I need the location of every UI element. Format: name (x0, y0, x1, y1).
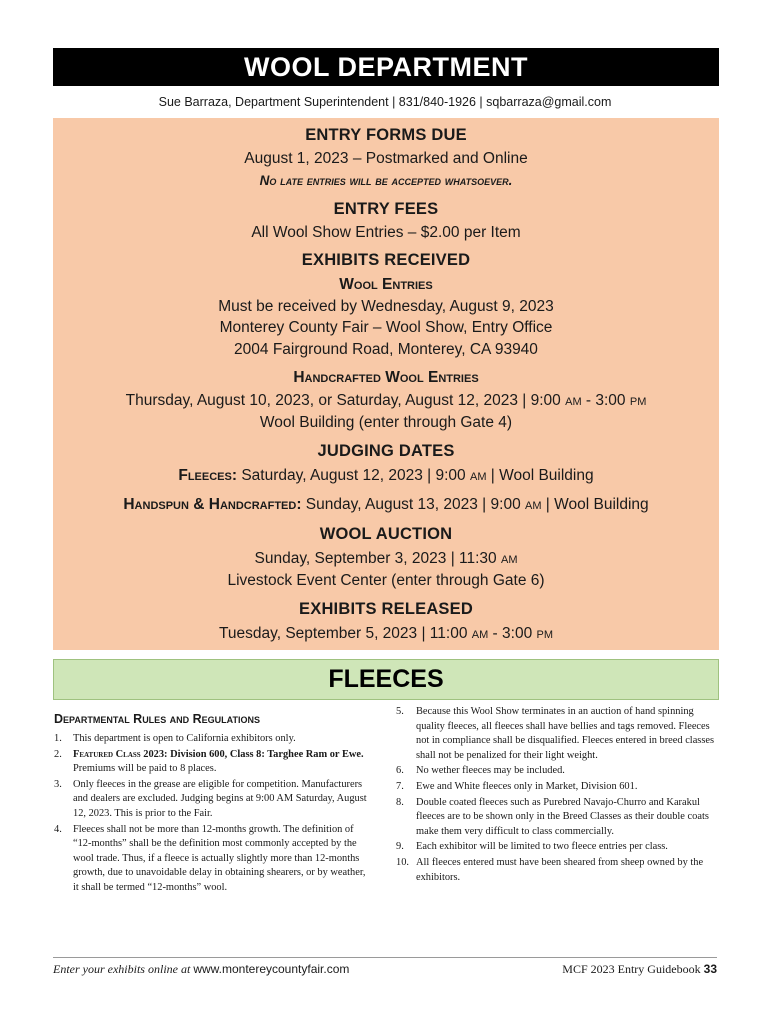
rule-text: All fleeces entered must have been sheared from sheep owned by the exhibitors. (416, 856, 704, 883)
rule-number: 9. (396, 841, 404, 853)
exhibits-released-am: am (471, 625, 489, 642)
rules-column-left (54, 712, 370, 897)
rule-text: Premiums will be paid to 8 places. (73, 763, 217, 775)
footer-guidebook-title: MCF 2023 Entry Guidebook (562, 962, 704, 976)
wool-entries-address: 2004 Fairground Road, Monterey, CA 93940 (234, 341, 538, 358)
handcrafted-pm: pm (629, 392, 647, 409)
rule-number: 1. (54, 733, 62, 744)
page-title: WOOL DEPARTMENT (53, 48, 719, 86)
rules-heading: Departmental Rules and Regulations (54, 712, 260, 726)
rule-text: Because this Wool Show terminates in an auction of hand spinning quality fleeces, all fleeces shall have bellies and tags removed. Fleeces not in compliance shall be disqualified. Fleeces entered in breed classes shall not be penalized for their light weight. (416, 706, 715, 761)
key-dates-box (53, 118, 719, 650)
rule-item (54, 778, 370, 822)
rule-item (396, 764, 716, 779)
footer-website-link[interactable]: www.montereycountyfair.com (193, 962, 350, 976)
exhibits-released-text: Tuesday, September 5, 2023 | 11:00 (218, 625, 472, 642)
rule-number: 3. (54, 778, 62, 790)
rule-text: Each exhibitor will be limited to two fleece entries per class. (416, 841, 668, 853)
rule-item (54, 748, 370, 777)
handcrafted-entries-title: Handcrafted Wool Entries (293, 369, 479, 386)
wool-auction-location: Livestock Event Center (enter through Gate 6) (227, 572, 545, 589)
footer-website-prompt: Enter your exhibits online at (53, 962, 194, 976)
rule-item (396, 796, 716, 840)
fleeces-judging-date: Saturday, August 12, 2023 | 9:00 (237, 467, 470, 484)
rule-number: 10. (396, 856, 409, 868)
rule-text: This department is open to California exhibitors only. (73, 733, 296, 744)
handcrafted-dash: - 3:00 (581, 392, 630, 409)
rule-item (396, 705, 716, 763)
wool-auction-heading: WOOL AUCTION (319, 525, 453, 543)
handcrafted-entries-dates (53, 392, 719, 410)
rule-text: No wether fleeces may be included. (416, 765, 565, 777)
rule-text: Only fleeces in the grease are eligible for competition. Manufacturers and dealers are excluded. Judging begins at 9:00 AM Saturday, August 12, 2023. This is prior to the Fair. (73, 778, 367, 819)
handcrafted-entries-location: Wool Building (enter through Gate 4) (259, 414, 513, 431)
fleeces-judging-label: Fleeces: (178, 467, 238, 484)
handcrafted-dates-text: Thursday, August 10, 2023, or Saturday, August 12, 2023 | 9:00 (125, 392, 566, 409)
footer-guidebook (562, 962, 717, 977)
late-entries-note: No late entries will be accepted whatsoever. (259, 173, 513, 188)
rule-number: 4. (54, 823, 62, 835)
entry-forms-date: August 1, 2023 – Postmarked and Online (244, 150, 528, 167)
wool-entries-title: Wool Entries (339, 276, 433, 293)
rule-number: 7. (396, 780, 404, 792)
exhibits-received-heading: EXHIBITS RECEIVED (301, 251, 471, 269)
handspun-judging-label: Handspun & Handcrafted: (123, 496, 302, 513)
fleeces-section-heading: FLEECES (53, 659, 719, 700)
wool-auction-am: am (500, 550, 518, 567)
rules-column-right (396, 705, 716, 886)
fleeces-judging-place: | Wool Building (486, 467, 594, 484)
handspun-judging-line (53, 496, 719, 514)
exhibits-released-date (53, 625, 719, 643)
featured-class-label: Featured Class 2023: (73, 748, 168, 760)
rule-item (396, 840, 716, 855)
exhibits-released-pm: pm (536, 625, 553, 642)
rule-text: Fleeces shall not be more than 12-months growth. The definition of “12-months” shall be the definition most commonly accepted by the wool trade. Thus, if a fleece is actually slightly more than 12-months growth, due to unavoidable delay in obtaining shearers, or by weather, it shall be termed “12-months” wool. (73, 823, 366, 893)
wool-entries-office: Monterey County Fair – Wool Show, Entry Office (219, 319, 553, 336)
rule-item (396, 780, 716, 795)
handspun-judging-am: am (525, 496, 542, 513)
wool-entries-deadline: Must be received by Wednesday, August 9, 2023 (218, 298, 554, 315)
wool-auction-date (53, 550, 719, 568)
entry-fees-line: All Wool Show Entries – $2.00 per Item (251, 224, 521, 241)
rule-text: Ewe and White fleeces only in Market, Division 601. (416, 780, 638, 792)
rule-number: 6. (396, 765, 404, 777)
fleeces-judging-am: am (469, 467, 487, 484)
exhibits-released-dash: - 3:00 (488, 625, 537, 642)
judging-dates-heading: JUDGING DATES (317, 442, 455, 460)
rule-number: 2. (54, 748, 62, 760)
superintendent-contact: Sue Barraza, Department Superintendent | 831/840-1926 | sqbarraza@gmail.com (158, 95, 612, 109)
entry-fees-heading: ENTRY FEES (333, 200, 439, 218)
handcrafted-am: am (565, 392, 582, 409)
fleeces-judging-line (53, 467, 719, 485)
handspun-judging-place: | Wool Building (541, 496, 649, 513)
footer-website (53, 962, 349, 977)
rule-item (54, 823, 370, 896)
entry-forms-heading: ENTRY FORMS DUE (305, 126, 467, 144)
rule-number: 8. (396, 796, 404, 808)
wool-auction-date-text: Sunday, September 3, 2023 | 11:30 (254, 550, 501, 567)
rule-item (54, 732, 370, 747)
footer-divider (53, 957, 717, 958)
exhibits-released-heading: EXHIBITS RELEASED (299, 600, 473, 618)
handspun-judging-date: Sunday, August 13, 2023 | 9:00 (301, 496, 525, 513)
rule-text: Double coated fleeces such as Purebred Navajo-Churro and Karakul fleeces are to be shown only in the Breed Classes as their double coats make them very difficult to class commercially. (416, 796, 709, 837)
page-number: 33 (703, 962, 717, 976)
rule-number: 5. (396, 706, 404, 717)
featured-class-text: Division 600, Class 8: Targhee Ram or Ewe. (167, 748, 364, 760)
rule-item (396, 856, 716, 885)
